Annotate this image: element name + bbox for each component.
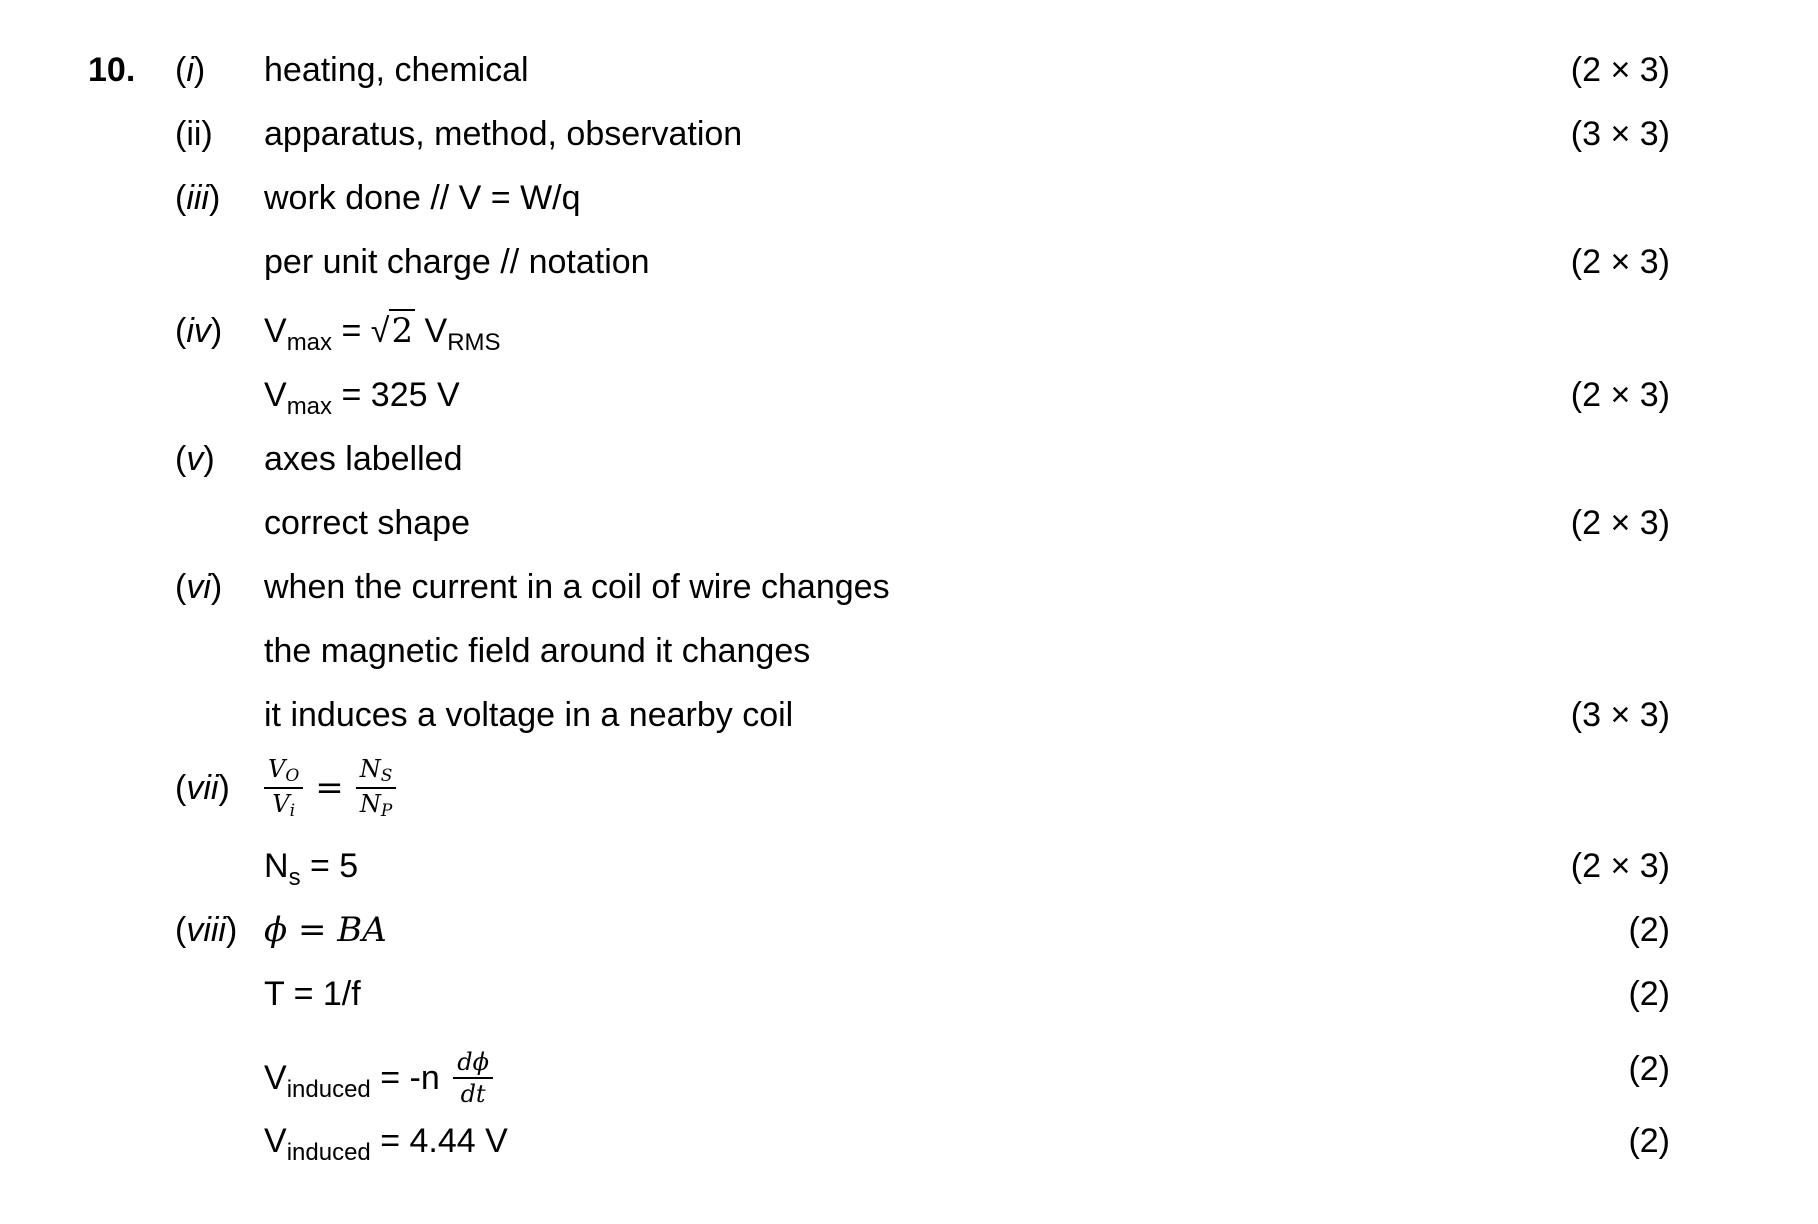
part-viii-row-1 bbox=[0, 910, 1818, 950]
part-i-marks: (2 × 3) bbox=[1570, 51, 1670, 89]
part-iii-row-2 bbox=[0, 242, 1818, 282]
part-viii-line-1-marks: (2) bbox=[1628, 911, 1670, 949]
part-vi-answer-line-3: it induces a voltage in a nearby coil bbox=[264, 696, 794, 734]
part-vi-answer-line-1: when the current in a coil of wire changes bbox=[264, 568, 890, 606]
part-vi-row-2 bbox=[0, 631, 1818, 671]
part-viii-faraday-equation: $V_{induced} = -n$ $\frac{d\phi}{dt}$ bbox=[264, 1049, 499, 1111]
part-vii-row-1 bbox=[0, 755, 1818, 821]
part-iii-answer-line-2: per unit charge // notation bbox=[264, 243, 650, 281]
part-viii-result: $V_{induced} = 4.44$ V bbox=[264, 1122, 508, 1166]
question-number: 10. bbox=[88, 51, 136, 89]
part-iv-formula: $V_{max} = √2$ $V_{RMS}$ bbox=[264, 311, 501, 356]
voltage-ratio-fraction: $\frac{VO}{Vi}$ bbox=[264, 754, 303, 822]
part-iii-label: (iii) bbox=[175, 179, 221, 217]
part-viii-label: (viii) bbox=[175, 911, 238, 949]
part-ii-answer: apparatus, method, observation bbox=[264, 115, 743, 153]
part-vi-row-3 bbox=[0, 695, 1818, 735]
part-viii-line-4-marks: (2) bbox=[1628, 1122, 1670, 1160]
part-iii-row-1 bbox=[0, 178, 1818, 218]
part-i-answer: heating, chemical bbox=[264, 51, 529, 89]
part-viii-row-4 bbox=[0, 1121, 1818, 1166]
part-iv-row-2 bbox=[0, 375, 1818, 420]
part-vii-marks: (2 × 3) bbox=[1570, 847, 1670, 885]
part-iii-answer-line-1: work done // V = W/q bbox=[264, 179, 581, 217]
part-viii-row-2 bbox=[0, 974, 1818, 1014]
part-ii-label: (ii) bbox=[175, 115, 213, 153]
part-iii-marks: (2 × 3) bbox=[1570, 243, 1670, 281]
part-v-label: (v) bbox=[175, 440, 215, 478]
sqrt-symbol: √2 bbox=[370, 311, 414, 351]
part-vii-label: (vii) bbox=[175, 769, 230, 807]
part-vii-result: $N_s = 5$ bbox=[264, 847, 359, 891]
part-v-marks: (2 × 3) bbox=[1570, 504, 1670, 542]
part-ii-marks: (3 × 3) bbox=[1570, 115, 1670, 153]
part-v-row-1 bbox=[0, 439, 1818, 479]
part-iv-marks: (2 × 3) bbox=[1570, 376, 1670, 414]
part-ii-row bbox=[0, 114, 1818, 154]
part-vi-marks: (3 × 3) bbox=[1570, 696, 1670, 734]
part-vi-label: (vi) bbox=[175, 568, 223, 606]
part-iv-label: (iv) bbox=[175, 312, 223, 350]
part-iv-row-1 bbox=[0, 311, 1818, 356]
part-v-answer-line-1: axes labelled bbox=[264, 440, 463, 478]
part-v-answer-line-2: correct shape bbox=[264, 504, 470, 542]
part-viii-flux-equation: ϕ = BA bbox=[264, 910, 387, 950]
part-v-row-2 bbox=[0, 503, 1818, 543]
part-viii-line-2-marks: (2) bbox=[1628, 975, 1670, 1013]
part-vii-transformer-equation: $\frac{VO}{Vi}$ = $\frac{NS}{NP}$ bbox=[264, 754, 402, 822]
part-viii-period-equation: T = 1/f bbox=[264, 975, 361, 1013]
rate-of-change-fraction: $\frac{d\phi}{dt}$ bbox=[453, 1047, 493, 1109]
part-i-label: (i) bbox=[175, 51, 206, 89]
part-vii-row-2 bbox=[0, 846, 1818, 891]
part-vi-answer-line-2: the magnetic field around it changes bbox=[264, 632, 811, 670]
part-viii-row-3 bbox=[0, 1048, 1818, 1108]
part-viii-line-3-marks: (2) bbox=[1628, 1050, 1670, 1088]
part-vi-row-1 bbox=[0, 567, 1818, 607]
part-iv-result: $V_{max} = 325$ V bbox=[264, 376, 460, 420]
part-i-row bbox=[0, 50, 1818, 90]
turns-ratio-fraction: $\frac{NS}{NP}$ bbox=[356, 754, 397, 822]
